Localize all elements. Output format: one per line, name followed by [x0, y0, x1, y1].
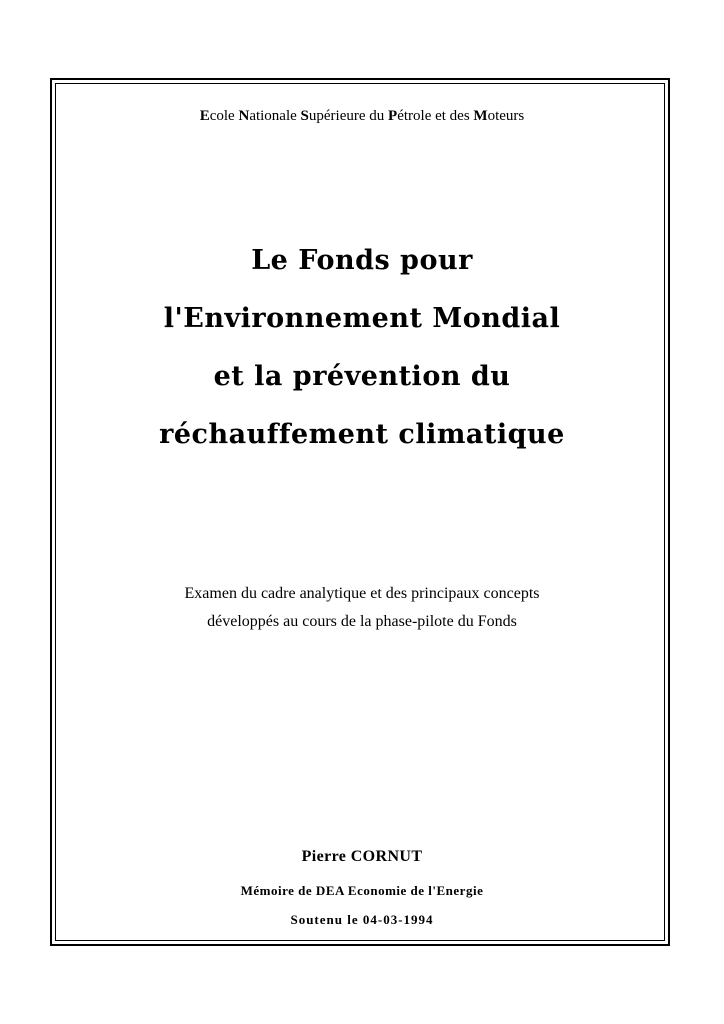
page-border-inner — [55, 83, 665, 941]
school-initial: S — [300, 108, 309, 124]
subtitle-line: développés au cours de la phase-pilote du Fonds — [207, 613, 517, 630]
document-subtitle — [0, 580, 724, 636]
page-border — [50, 78, 670, 946]
title-line: et la prévention du — [213, 361, 511, 392]
school-word: upérieure du — [308, 108, 389, 124]
memoire-line: Mémoire de DEA Economie de l'Energie — [240, 883, 484, 898]
defense-date: Soutenu le 04-03-1994 — [290, 912, 434, 927]
school-initial: M — [473, 108, 488, 124]
school-initial: E — [199, 108, 210, 124]
school-word: ationale — [249, 108, 301, 124]
school-word: oteurs — [487, 108, 525, 124]
title-line: réchauffement climatique — [159, 419, 565, 450]
subtitle-line: Examen du cadre analytique et des principaux concepts — [184, 585, 540, 602]
school-word: étrole et des — [397, 108, 474, 124]
author-name: Pierre CORNUT — [301, 848, 423, 865]
title-line: l'Environnement Mondial — [163, 303, 561, 334]
school-word: cole — [209, 108, 239, 124]
school-initial: P — [388, 108, 398, 124]
title-line: Le Fonds pour — [251, 245, 473, 276]
school-initial: N — [238, 108, 250, 124]
school-name — [0, 106, 724, 126]
document-title — [0, 232, 724, 464]
